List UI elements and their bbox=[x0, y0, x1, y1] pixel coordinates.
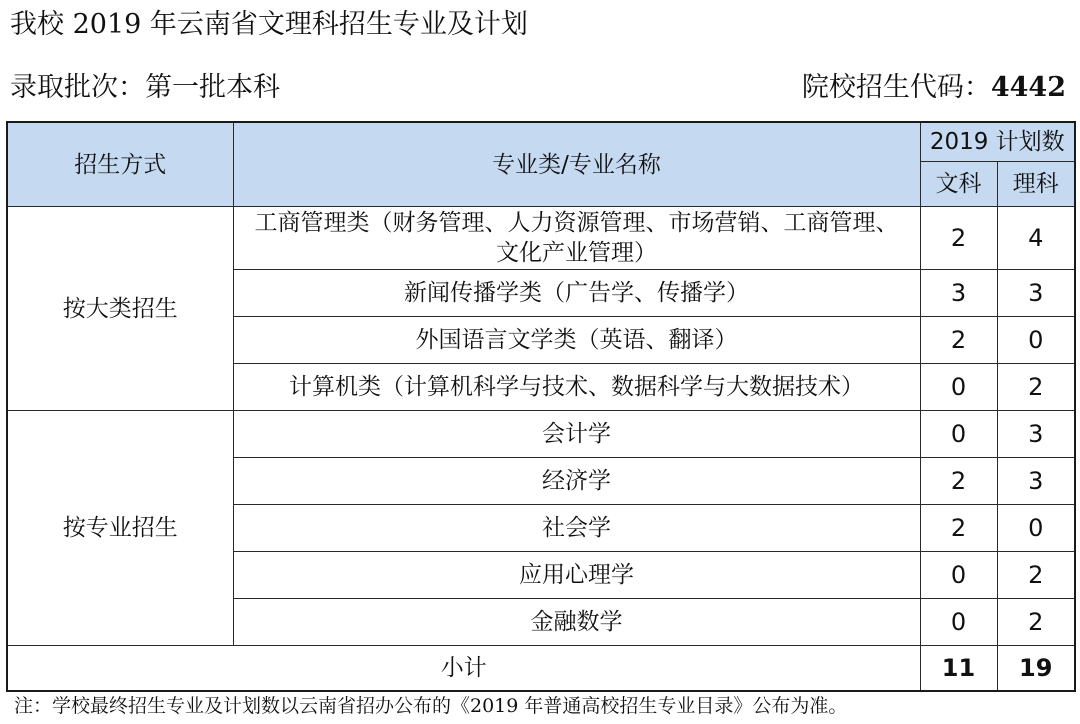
school-code-value: 4442 bbox=[990, 72, 1066, 103]
science-count-cell: 3 bbox=[997, 270, 1075, 317]
arts-count-cell: 2 bbox=[920, 505, 997, 552]
major-cell: 经济学 bbox=[233, 458, 920, 505]
major-cell: 社会学 bbox=[233, 505, 920, 552]
science-count-cell: 4 bbox=[997, 207, 1075, 270]
total-label: 小计 bbox=[7, 646, 920, 692]
school-code-line bbox=[802, 70, 1066, 106]
arts-count-cell: 0 bbox=[920, 552, 997, 599]
arts-count-cell: 0 bbox=[920, 599, 997, 646]
footnote: 注：学校最终招生专业及计划数以云南省招办公布的《2019 年普通高校招生专业目录》公布为准。 bbox=[14, 695, 848, 717]
school-code-label: 院校招生代码： bbox=[801, 72, 991, 103]
group-method-cell: 按大类招生 bbox=[7, 207, 233, 411]
arts-count-cell: 2 bbox=[920, 458, 997, 505]
admission-batch: 录取批次：第一批本科 bbox=[10, 72, 280, 103]
table-row bbox=[7, 411, 1075, 458]
document-title: 我校 2019 年云南省文理科招生专业及计划 bbox=[10, 9, 528, 40]
total-science: 19 bbox=[997, 646, 1075, 692]
total-row bbox=[7, 646, 1075, 692]
arts-count-cell: 0 bbox=[920, 364, 997, 411]
arts-count-cell: 2 bbox=[920, 207, 997, 270]
arts-count-cell: 2 bbox=[920, 317, 997, 364]
major-cell: 计算机类（计算机科学与技术、数据科学与大数据技术） bbox=[233, 364, 920, 411]
science-count-cell: 2 bbox=[997, 599, 1075, 646]
science-count-cell: 3 bbox=[997, 458, 1075, 505]
science-count-cell: 0 bbox=[997, 317, 1075, 364]
major-cell: 金融数学 bbox=[233, 599, 920, 646]
major-cell: 新闻传播学类（广告学、传播学） bbox=[233, 270, 920, 317]
arts-count-cell: 3 bbox=[920, 270, 997, 317]
science-count-cell: 2 bbox=[997, 552, 1075, 599]
science-count-cell: 2 bbox=[997, 364, 1075, 411]
header-major: 专业类/专业名称 bbox=[233, 122, 920, 207]
table-row bbox=[7, 207, 1075, 270]
header-arts: 文科 bbox=[920, 162, 997, 207]
arts-count-cell: 0 bbox=[920, 411, 997, 458]
header-plan-2019: 2019 计划数 bbox=[920, 122, 1075, 162]
total-arts: 11 bbox=[920, 646, 997, 692]
major-cell: 外国语言文学类（英语、翻译） bbox=[233, 317, 920, 364]
header-method: 招生方式 bbox=[7, 122, 233, 207]
science-count-cell: 0 bbox=[997, 505, 1075, 552]
table-header-row bbox=[7, 122, 1075, 162]
major-cell: 会计学 bbox=[233, 411, 920, 458]
group-method-cell: 按专业招生 bbox=[7, 411, 233, 646]
major-cell: 工商管理类（财务管理、人力资源管理、市场营销、工商管理、文化产业管理） bbox=[233, 207, 920, 270]
major-cell: 应用心理学 bbox=[233, 552, 920, 599]
science-count-cell: 3 bbox=[997, 411, 1075, 458]
header-science: 理科 bbox=[997, 162, 1075, 207]
enrollment-plan-table bbox=[6, 121, 1076, 692]
